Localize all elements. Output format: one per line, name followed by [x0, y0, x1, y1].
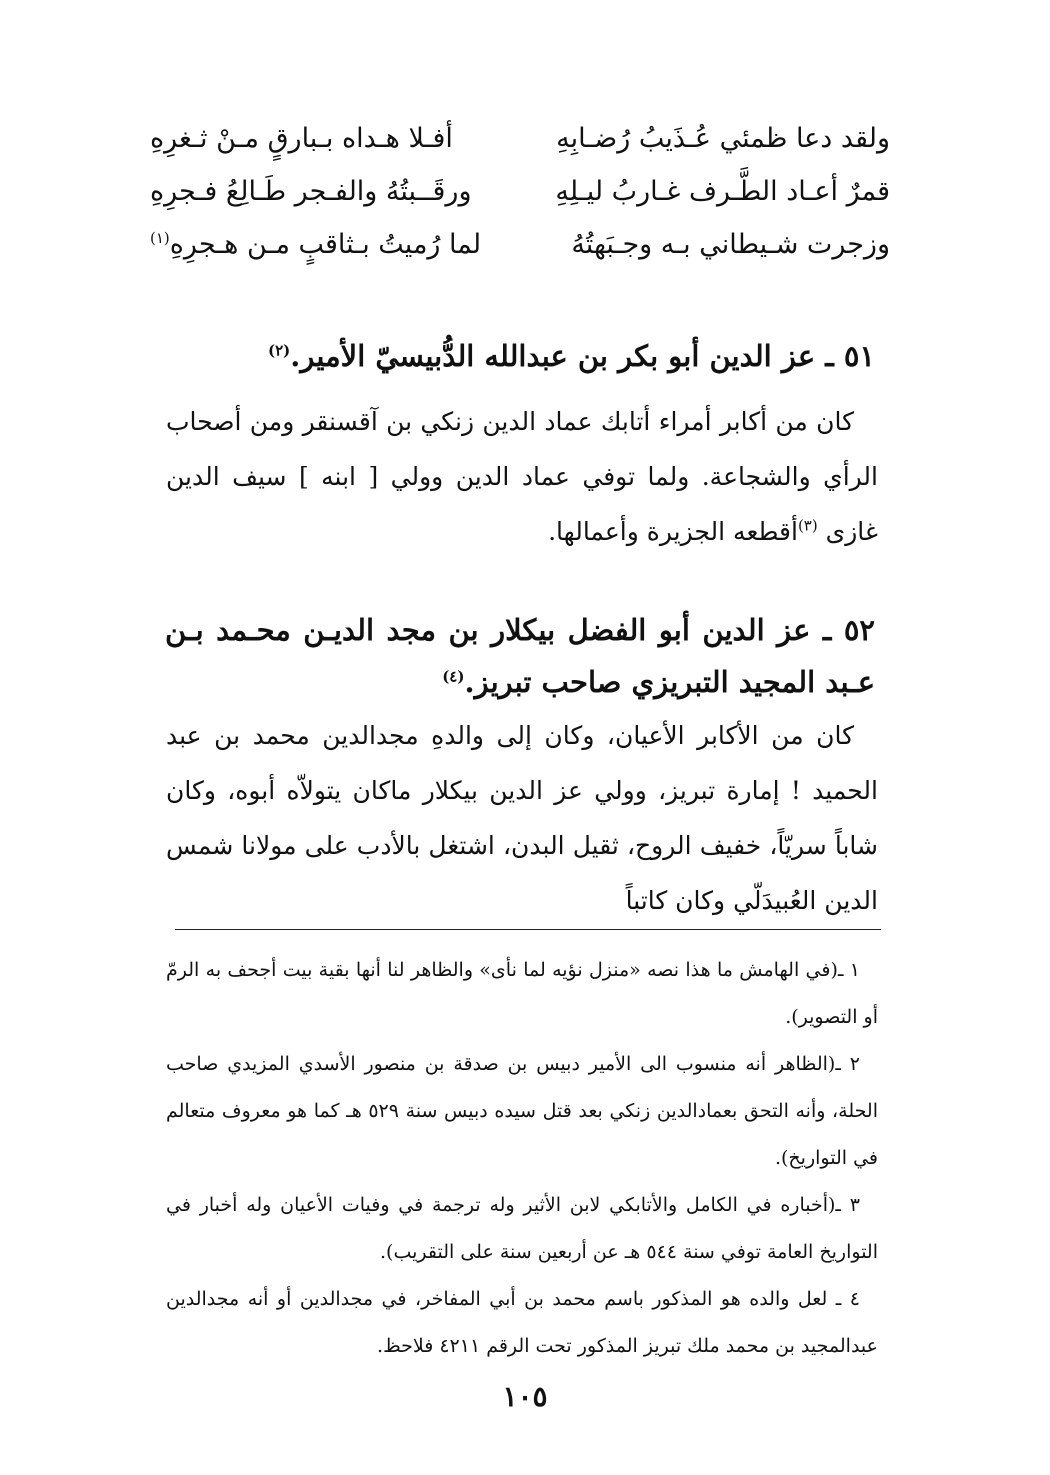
verse-first-hemistich: وزجرت شـيطاني بـه وجـبَهتُهُ — [571, 229, 890, 260]
verse-second-hemistich: أفـلا هـداه بـبارقٍ مـنْ ثـغرِهِ — [150, 123, 453, 154]
footnote-separator — [175, 929, 881, 930]
entry-52-text: كان من الأكابر الأعيان، وكان إلى والدهِ مجدالدين محمد بن عبد الحميد ! إمارة تبريز، وولي عز الدين بيكلار ماكان يتولاّه أبوه، وكان شاباً سريّاً، خفيف الروح، ثقيل البدن، اشتغل بالأدب على مولانا شمس الدين العُبيدَلّي وكان كاتباً — [166, 721, 878, 915]
verse-first-hemistich: قمرٌ أعـاد الطَّـرف غـاربُ ليـلِهِ — [555, 176, 890, 207]
footnotes — [166, 947, 878, 1370]
verse-second-hemistich: ورقَــبتُهُ والفـجر طَـالِعُ فـجرِهِ — [150, 176, 472, 207]
footnote: ١ ـ(في الهامش ما هذا نصه «منزل نؤيه لما نأى» والظاهر لنا أنها بقية بيت أجحف به الرمّ أو التصوير). — [166, 959, 878, 1028]
poem-verse — [150, 218, 890, 271]
entry-51-heading: ٥١ ـ عز الدين أبو بكر بن عبدالله الدُّبيسيّ الأمير.$^{(٢)}$ — [268, 339, 875, 373]
footnote-marker: (٤) — [442, 667, 465, 686]
footnote: ٢ ـ(الظاهر أنه منسوب الى الأمير دبيس بن صدقة بن منصور الأسدي المزيدي صاحب الحلة، وأنه التحق بعمادالدين زنكي بعد قتل سيده دبيس سنة ٥٢٩ هـ كما هو معروف متعالم في التواريخ). — [166, 1053, 878, 1169]
poem-block — [150, 112, 890, 271]
footnote-marker: (١) — [150, 229, 170, 247]
footnote: ٤ ـ لعل والده هو المذكور باسم محمد بن أبي المفاخر، في مجدالدين أو أنه مجدالدين عبدالمجيد بن محمد ملك تبريز المذكور تحت الرقم ٤٢١١ فلاحظ. — [166, 1288, 878, 1357]
footnote-marker: (٢) — [268, 341, 291, 360]
poem-verse — [150, 112, 890, 165]
footnote-marker: (٣) — [797, 516, 818, 535]
verse-second-hemistich: لما رُميتُ بـثاقبٍ مـن هـجرِهِ$^{(١)}$ — [150, 229, 482, 260]
entry-52-heading: ٥٢ ـ عز الدين أبو الفضل بيكلار بن مجد الديـن محـمد بـن عـبد المجيد التبريزي صاحب تبريز.$^{(٤)}$ — [165, 613, 875, 699]
page-number: ١٠٥ — [502, 1380, 548, 1413]
entry-51-text: كان من أكابر أمراء أتابك عماد الدين زنكي بن آقسنقر ومن أصحاب الرأي والشجاعة. ولما توفي عماد الدين وولي [ ابنه ] سيف الدين غازى $^{(٣)}$أقطعه الجزيرة وأعمالها. — [166, 407, 878, 546]
poem-verse — [150, 165, 890, 218]
verse-first-hemistich: ولقد دعا ظمئي عُـذَيبُ رُضـابِهِ — [556, 123, 890, 154]
footnote: ٣ ـ(أخباره في الكامل والأتابكي لابن الأثير وله ترجمة في وفيات الأعيان وله أخبار في التواريخ العامة توفي سنة ٥٤٤ هـ عن أربعين سنة على التقريب). — [166, 1194, 878, 1263]
